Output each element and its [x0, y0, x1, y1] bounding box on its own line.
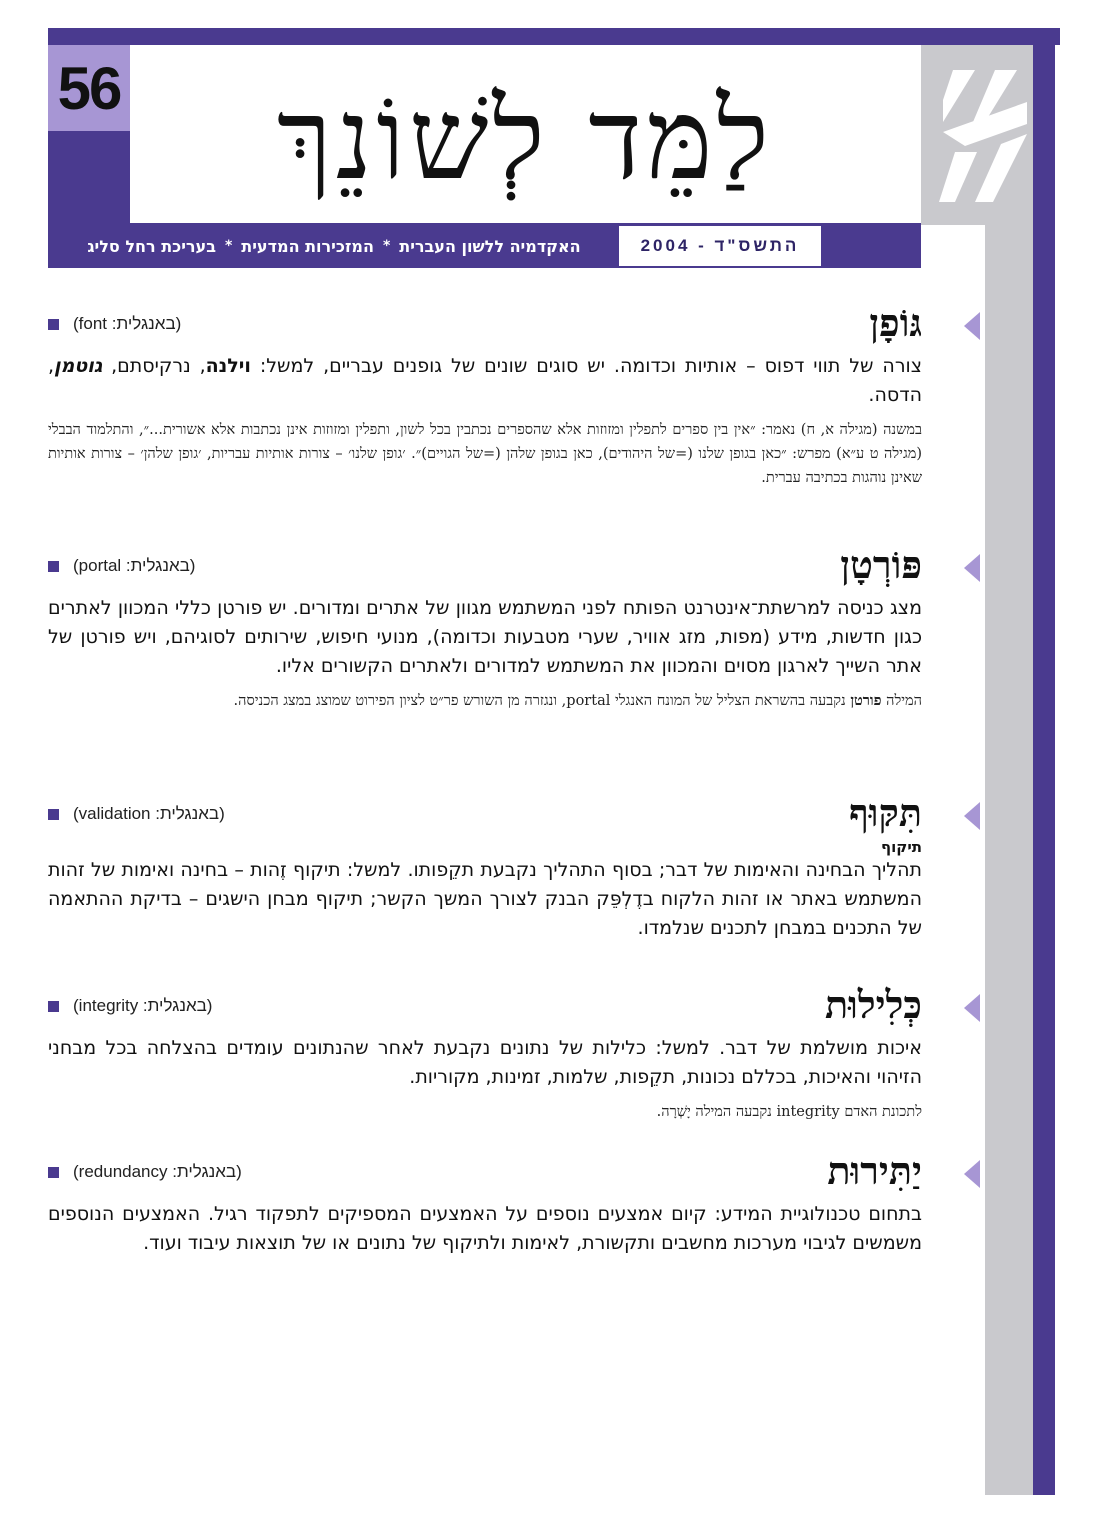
entry-english: [48, 1162, 242, 1182]
entry-portal: [48, 542, 922, 713]
entry-marker-icon: [964, 802, 980, 830]
definition-text: , הדסה.: [48, 355, 922, 406]
entry-marker-icon: [964, 994, 980, 1022]
entry-english-label: (באנגלית: font): [73, 314, 182, 333]
note-text: המילה: [881, 693, 922, 709]
academy-logo-icon: [935, 62, 1035, 212]
side-stripe-gray: [985, 225, 1033, 1495]
entry-marker-icon: [964, 1160, 980, 1188]
masthead: [130, 45, 920, 223]
entry-definition: איכות מושלמת של דבר. למשל: כלילות של נתונים נקבעת לאחר שהנתונים עומדים בהצלחה בכל מבחני הזיהוי והאיכות, בכללם נכונות, תקֵפות, שלמות, זמינות, מקוריות.: [48, 1037, 922, 1088]
entry-english-label: (באנגלית: integrity): [73, 996, 213, 1015]
entry-english-label: (באנגלית: portal): [73, 556, 196, 575]
entry-note: במשנה (מגילה א, ח) נאמר: ״אין בין ספרים לתפלין ומזוזות אלא שהספרים נכתבין בכל לשון, ותפלין ומזוזות אינן נכתבות אלא אשורית...״, והתלמוד הבבלי (מגילה ט ע״א) מפרש: ״כאן בגופן שלנו (=של היהודים), כאן בגופן שלהן (=של הגויים)״. ׳גופן שלנו׳ – צורות אותיות עבריות, ׳גופן שלהן׳ – צורות אותיות שאינן נוהגות בכתיבה עברית.: [48, 422, 922, 486]
square-bullet-icon: [48, 561, 59, 572]
definition-text: , נרקיסתם,: [102, 355, 206, 377]
definition-text: צורה של תווי דפוס – אותיות וכדומה. יש סוגים שונים של גופנים עבריים, למשל:: [250, 355, 922, 377]
entry-english-label: (באנגלית: redundancy): [73, 1162, 242, 1181]
font-example-vilna: וילנה: [205, 355, 251, 377]
issue-number-box: [48, 45, 130, 131]
credit-separator: *: [382, 238, 391, 254]
entry-term: פּוֹרְטָן: [840, 542, 922, 587]
entry-english: [48, 314, 181, 334]
entry-term: תִּקּוּף: [849, 790, 922, 835]
credit-secretariat: המזכירות המדעית: [241, 236, 374, 256]
note-term: פורטן: [850, 692, 882, 709]
entry-definition: בתחום טכנולוגיית המידע: קיום אמצעים נוספים על האמצעים המספיקים לתפקוד רגיל. האמצעים הנוספים משמשים לגיבוי מערכות מחשבים ותקשורת, לאימות ולתיקוף של נתונים או של תוצאות עיבוד ועוד.: [48, 1203, 922, 1254]
credit-separator: *: [224, 238, 233, 254]
square-bullet-icon: [48, 809, 59, 820]
note-text: נקבעה בהשראת הצליל של המונח האנגלי portal, ונגזרה מן השורש פר״ט לציון הפירוט שמוצג במצג הכניסה.: [233, 693, 851, 709]
entry-english-label: (באנגלית: validation): [73, 804, 225, 823]
entry-validation: [48, 790, 922, 943]
side-stripe-purple: [1033, 45, 1055, 1495]
entry-font: [48, 300, 922, 490]
issue-number: 56: [57, 54, 121, 122]
entry-definition: תהליך הבחינה והאימות של דבר; בסוף התהליך נקבעת תקֵפותו. למשל: תיקוף זֶהות – בחינה ואימות של זהות המשתמש באתר או זהות הלקוח בדֶלְפֵּק הבנק לצורך המשך הקשר; תיקוף מבחן הישגים – בדיקת ההתאמה של התכנים במבחן לתכנים שנלמדו.: [48, 859, 922, 939]
entry-definition: [48, 352, 922, 410]
entry-redundancy: [48, 1148, 922, 1258]
square-bullet-icon: [48, 1001, 59, 1012]
masthead-title: לַמֵּד לְשׁוֹנֵךְ: [276, 74, 774, 205]
entry-subhead: תיקוף: [881, 838, 922, 856]
entry-marker-icon: [964, 312, 980, 340]
square-bullet-icon: [48, 319, 59, 330]
font-example-guttman: גוטמן: [54, 355, 103, 377]
entry-note: לתכונת האדם integrity נקבעה המילה יָשְׁרָה.: [656, 1104, 922, 1120]
entry-term: כְּלִילוּת: [825, 982, 922, 1027]
header-credits: [52, 226, 616, 266]
year-box: [619, 226, 821, 266]
entry-term: גּוֹפָן: [869, 300, 922, 345]
entry-term: יַתִּירוּת: [827, 1148, 922, 1193]
entry-note: [48, 689, 922, 713]
entry-english: [48, 556, 195, 576]
entry-english: [48, 996, 212, 1016]
credit-editor: בעריכת רחל סליג: [87, 236, 216, 256]
credit-academy: האקדמיה ללשון העברית: [399, 236, 581, 256]
entry-marker-icon: [964, 554, 980, 582]
square-bullet-icon: [48, 1167, 59, 1178]
entry-definition: מצג כניסה למרשתת־אינטרנט הפותח לפני המשתמש מגוון של אתרים ומדורים. יש פורטן כללי המכוון לאתרים כגון חדשות, מידע (מפות, מזג אוויר, שערי מטבעות וכדומה), מנועי חיפוש, שירותים לסוגיהם, ויש פורטן של אתר השייך לארגון מסוים והמכוון את המשתמש למדורים ולאתרים הקשורים אליו.: [48, 597, 922, 677]
header-frame-top: [48, 28, 1060, 45]
entry-integrity: [48, 982, 922, 1124]
issue-year: התשס"ד - 2004: [640, 236, 800, 255]
entry-english: [48, 804, 225, 824]
